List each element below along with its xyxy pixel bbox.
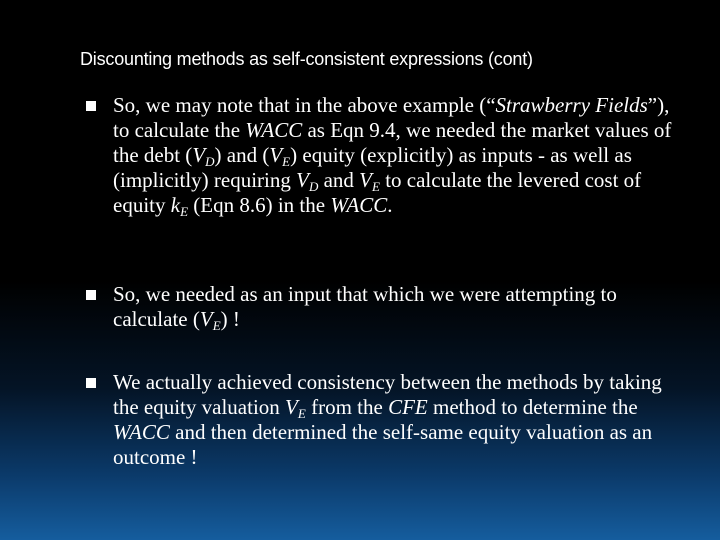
- bullet-text-1: So, we may note that in the above example (“Strawberry Fields”), to calculate the WACC as Eqn 9.4, we needed the market values of the debt $(V_D)$ and $(V_E)$ equity (explicitly) as inputs - as well as (implicitly) requiring $V_D$ and $V_E$ to calculate the levered cost of equity $k_E$ (Eqn 8.6) in the WACC.: [113, 93, 672, 219]
- bullet-text-3: We actually achieved consistency between the methods by taking the equity valuation $V_E$ from the CFE method to determine the WACC and then determined the self-same equity valuation as an outcome !: [113, 370, 662, 469]
- slide-title: Discounting methods as self-consistent expressions (cont): [80, 49, 533, 69]
- bullet-item-2: [86, 282, 686, 332]
- bullet-item-3: [86, 370, 686, 470]
- square-bullet-icon: [86, 378, 96, 388]
- square-bullet-icon: [86, 101, 96, 111]
- bullet-text-2: So, we needed as an input that which we were attempting to calculate $(V_E)$ !: [113, 282, 617, 333]
- square-bullet-icon: [86, 290, 96, 300]
- bullet-item-1: [86, 93, 686, 218]
